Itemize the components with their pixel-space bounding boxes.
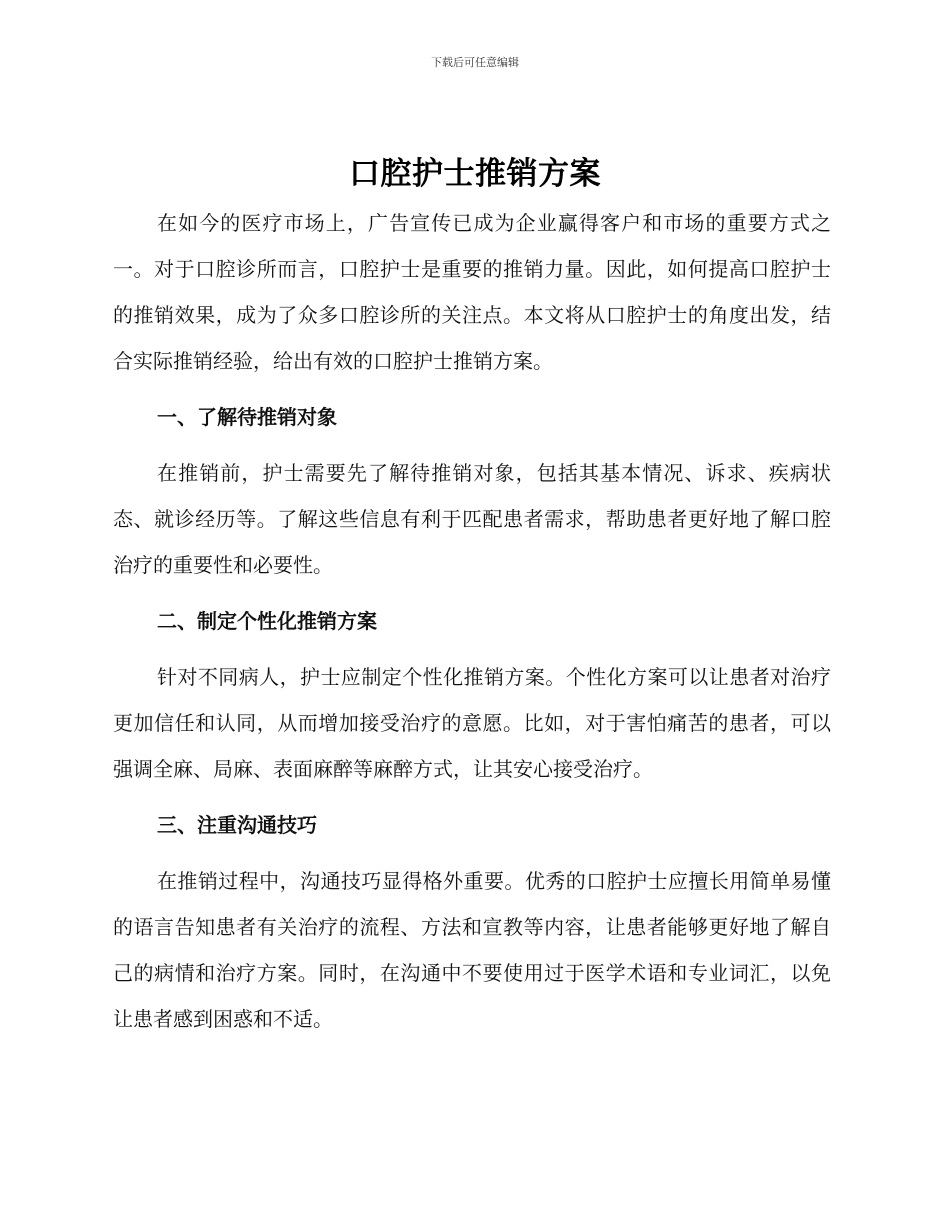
section-heading: 三、注重沟通技巧 — [157, 813, 317, 837]
section-2 — [113, 598, 831, 792]
section-paragraph: 针对不同病人，护士应制定个性化推销方案。个性化方案可以让患者对治疗更加信任和认同，从而增加接受治疗的意愿。比如，对于害怕痛苦的患者，可以强调全麻、局麻、表面麻醉等麻醉方式，让其安心接受治疗。 — [113, 665, 831, 781]
section-3 — [113, 802, 831, 1042]
section-heading: 一、了解待推销对象 — [157, 405, 337, 429]
section-paragraph: 在推销前，护士需要先了解待推销对象，包括其基本情况、诉求、疾病状态、就诊经历等。了解这些信息有利于匹配患者需求，帮助患者更好地了解口腔治疗的重要性和必要性。 — [113, 461, 831, 577]
document-title: 口腔护士推销方案 — [349, 156, 601, 192]
page-header-note: 下载后可任意编辑 — [431, 56, 519, 69]
section-1 — [113, 394, 831, 588]
intro-paragraph: 在如今的医疗市场上，广告宣传已成为企业赢得客户和市场的重要方式之一。对于口腔诊所而言，口腔护士是重要的推销力量。因此，如何提高口腔护士的推销效果，成为了众多口腔诊所的关注点。本文将从口腔护士的角度出发，结合实际推销经验，给出有效的口腔护士推销方案。 — [113, 211, 831, 373]
section-heading: 二、制定个性化推销方案 — [157, 609, 377, 633]
section-paragraph: 在推销过程中，沟通技巧显得格外重要。优秀的口腔护士应擅长用简单易懂的语言告知患者有关治疗的流程、方法和宣教等内容，让患者能够更好地了解自己的病情和治疗方案。同时，在沟通中不要使用过于医学术语和专业词汇，以免让患者感到困惑和不适。 — [113, 869, 831, 1031]
document-body — [113, 200, 831, 1042]
